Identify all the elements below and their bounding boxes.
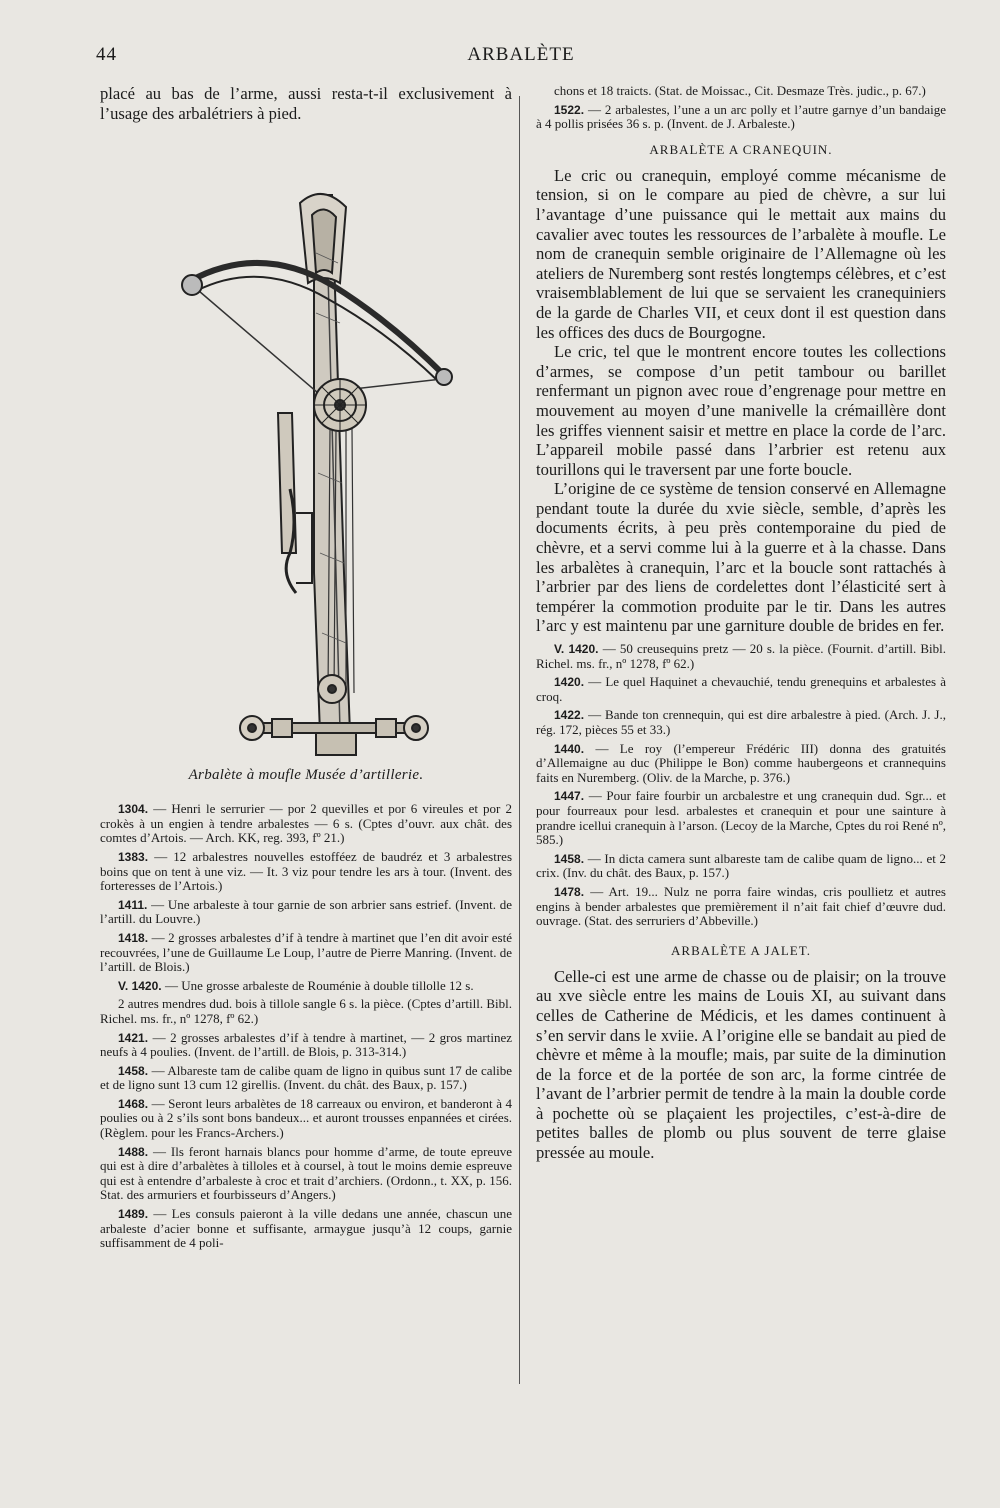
page-number: 44 — [96, 44, 117, 65]
intro-paragraph: placé au bas de l’arme, aussi resta-t-il exclusivement à l’usage des arbalétriers à pied. — [100, 84, 512, 123]
jalet-paragraph: Celle-ci est une arme de chasse ou de plaisir; on la trouve au xve siècle entre les mains de Louis XI, au suivant dans celles de Catherine de Médicis, et les dames continuent à s’en servir dans le xviie. A l’origine elle se bandait au pied de chèvre et même à la moufle; mais, par suite de la diminution de la force et de la portée de son arc, la forme cintrée de l’avant de l’arbrier permit de tendre à la main la double corde à pochette où se plaçaient les projectiles, c’est-à-dire de petites balles de plomb ou plus souvent de terre glaise pressée au moule. — [536, 966, 946, 1163]
entry-date: 1383. — [118, 849, 155, 864]
entry-text: — 12 arbalestres nouvelles estofféez de baudréz et 3 arbalestres boins que on tent à une viz. — It. 3 viz pour tendre les ars à tour. (Invent. des forteresses de l’Artois.) — [100, 848, 512, 894]
entry-item — [536, 852, 946, 881]
entry-item — [536, 675, 946, 704]
crossbow-engraving — [100, 133, 512, 763]
entry-date: 1489. — [118, 1207, 154, 1222]
body-paragraph: Le cric, tel que le montrent encore toutes les collections d’armes, se compose d’un petit tambour ou barillet renfermant un pignon avec roue d’engrenage pour mettre en mouvement au moyen d’une manivelle la crémaillère dont les griffes viennent saisir et mettre en place la corde de l’arc. L’appareil mobile passé dans l’arbrier est retenu aux tourillons qui le traversent par une forte boucle. — [536, 342, 946, 479]
entry-date: 1468. — [118, 1096, 152, 1111]
crossbow-illustration — [100, 133, 512, 763]
entry-text: — Une arbaleste à tour garnie de son arbrier sans estrief. (Invent. de l’artill. du Louvre.) — [100, 896, 512, 927]
left-column — [100, 84, 512, 1255]
entry-text: — Le quel Haquinet a chevauchié, tendu grenequins et arbalestes à croq. — [536, 674, 946, 704]
entry-item — [100, 1145, 512, 1203]
entry-text: — Art. 19... Nulz ne porra faire windas, cris poullietz et autres engins à bender arbalestes que premièrement il n’ait fait chief d’œuvre dud. ouvrage. (Stat. des serruriers d’Abbeville.) — [536, 883, 946, 929]
entry-date: V. 1420. — [554, 642, 603, 657]
entry-text: 2 autres mendres dud. bois à tillole sangle 6 s. la pièce. (Cptes d’artill. Bibl. Richel. ms. fr., nº 1278, fº 62.) — [100, 996, 512, 1026]
entry-date: 1447. — [554, 789, 589, 804]
entry-text: — Seront leurs arbalètes de 18 carreaux ou environ, et banderont à 4 poulies ou à 2 s’ils sont bons bandeux... et auront trousses enpannées et cirées. (Règlem. pour les Francs-Archers.) — [100, 1095, 512, 1141]
entry-text: — Ils feront harnais blancs pour homme d’arme, de toute epreuve qui est à dire d’arbalètes à tilloles et à coursel, à tout le moins demie espreuve qui est à entendre d’arbaleste à croc et trait d’archiers. (Ordonn., t. XX, p. 156. Stat. des armuriers et fourbisseurs d’Angers.) — [100, 1143, 512, 1203]
entry-text: — 2 grosses arbalestes d’if à tendre à martinet, — 2 gros martinez neufs à 4 poulies. (Invent. de l’artill. de Blois, p. 313-314.) — [100, 1029, 512, 1060]
entry-item — [100, 898, 512, 927]
entry-text: — Bande ton crennequin, qui est dire arbalestre à pied. (Arch. J. J., rég. 172, pièces 55 et 33.) — [536, 707, 946, 737]
entry-item — [536, 742, 946, 786]
entry-item — [100, 1064, 512, 1093]
entry-text: — 2 grosses arbalestes d’if à tendre à martinet que l’en dit avoir esté recouvrées, l’une de Guillaume Le Loup, l’autre de Pierre Manring. (Invent. de l’artill. de Blois.) — [100, 929, 512, 975]
entry-item — [100, 997, 512, 1026]
body-paragraph: Le cric ou cranequin, employé comme mécanisme de tension, si on le compare au pied de chèvre, a sur lui l’avantage d’une puissance qui le mettait aux mains du cavalier avec toutes les ressources de l’arbalète à moufle. Le nom de cranequin semble originaire de l’Allemagne où les ateliers de Nuremberg sont restés longtemps célèbres, et c’est vraisemblablement de lui que se servaient les cranequiniers de la garde de Charles VII, et ceux dont il est question dans les offices des ducs de Bourgogne. — [536, 165, 946, 342]
entry-text: — Les consuls paieront à la ville dedans une année, chascun une arbaleste d’acier bonne et suffisante, armaygue jusqu’à 12 coups, garnie suffisamment de 4 poli- — [100, 1206, 512, 1251]
running-title: ARBALÈTE — [467, 44, 575, 65]
entry-date: 1411. — [118, 897, 152, 912]
entry-date: 1522. — [554, 102, 588, 117]
entry-date: 1458. — [118, 1063, 152, 1078]
entry-date: 1478. — [554, 884, 591, 899]
entry-date: 1421. — [118, 1030, 153, 1045]
entry-item — [100, 931, 512, 975]
entry-text: — Le roy (l’empereur Frédéric III) donna des gratuités d’Allemaigne au duc (Philippe le Bon) comme haubergeons et crannequins faits en Nuremberg. (Oliv. de la Marche, p. 376.) — [536, 740, 946, 785]
entry-date: 1422. — [554, 708, 589, 723]
right-top-entries — [536, 84, 946, 132]
entry-date: V. 1420. — [118, 978, 165, 993]
entry-item — [536, 789, 946, 847]
entry-item — [536, 84, 946, 99]
entry-item — [100, 802, 512, 846]
cranequin-paragraphs — [536, 166, 946, 636]
section-title-cranequin: ARBALÈTE A CRANEQUIN. — [649, 141, 833, 157]
entry-date: 1458. — [554, 851, 588, 866]
entry-item — [536, 708, 946, 737]
entry-item — [536, 885, 946, 929]
entry-item — [100, 1097, 512, 1141]
entry-item — [536, 642, 946, 671]
cranequin-entries — [536, 642, 946, 929]
entry-date: 1440. — [554, 741, 596, 756]
entry-date: 1418. — [118, 930, 152, 945]
entry-date: 1420. — [554, 675, 589, 690]
entry-item — [100, 1031, 512, 1060]
entry-date: 1304. — [118, 802, 154, 817]
column-divider — [519, 96, 520, 1384]
entry-text: — 2 arbalestes, l’une a un arc polly et l’autre garnye d’un bandaige à 4 pollis prisées 36 s. p. (Invent. de J. Arbaleste.) — [536, 101, 946, 132]
entry-text: chons et 18 traicts. (Stat. de Moissac., Cit. Desmaze Très. judic., p. 67.) — [554, 83, 926, 98]
entry-item — [100, 1207, 512, 1251]
entry-text: — Une grosse arbaleste de Rouménie à double tillolle 12 s. — [164, 977, 474, 993]
entry-text: — Pour faire fourbir un arcbalestre et ung cranequin dud. Sgr... et pour fourreaux pour lesd. arbalestes et cranequin et pour une sainture à prandre icellui cranequin à l’arson. (Lecoy de la Marche, Cptes du roi René nº, 585.) — [536, 788, 946, 848]
body-paragraph: L’origine de ce système de tension conservé en Allemagne pendant toute la durée du xvie siècle, semble, d’après les documents écrits, à peu près contemporaine du pied de chèvre, et a servi comme lui à la guerre et à la chasse. Dans les arbalètes à cranequin, l’arc et la boucle sont rattachés à l’arbrier par des liens de cordelettes dont l’élasticité sert à tempérer la commotion produite par le tir. Dans les autres l’arc y est maintenu par une garniture double de brides en fer. — [536, 479, 946, 636]
entry-text: — In dicta camera sunt albareste tam de calibe quam de ligno... et 2 crix. (Inv. du chât. des Baux, p. 157.) — [536, 850, 946, 881]
figure-caption: Arbalète à moufle Musée d’artillerie. — [188, 767, 424, 784]
entry-item — [100, 979, 512, 994]
entry-text: — Henri le serrurier — por 2 quevilles et por 6 vireules et por 2 crokès à un engien à tendre arbalestes — 6 s. (Cptes d’ouvr. aux chât. des comtes d’Artois. — Arch. KK, reg. 393, fº 21.) — [100, 801, 512, 846]
left-entries-list — [100, 802, 512, 1251]
entry-item — [100, 850, 512, 894]
right-column — [536, 84, 946, 1163]
entry-item — [536, 103, 946, 132]
entry-text: — Albareste tam de calibe quam de ligno in quibus sunt 17 de calibe et de ligno sunt 13 cum 12 girellis. (Invent. du chât. des Baux, p. 157.) — [100, 1062, 512, 1093]
section-title-jalet: ARBALÈTE A JALET. — [671, 942, 811, 958]
entry-date: 1488. — [118, 1144, 154, 1159]
page-header — [96, 44, 946, 74]
entry-text: — 50 creusequins pretz — 20 s. la pièce. (Fournit. d’artill. Bibl. Richel. ms. fr., nº 1278, fº 62.) — [536, 641, 946, 671]
